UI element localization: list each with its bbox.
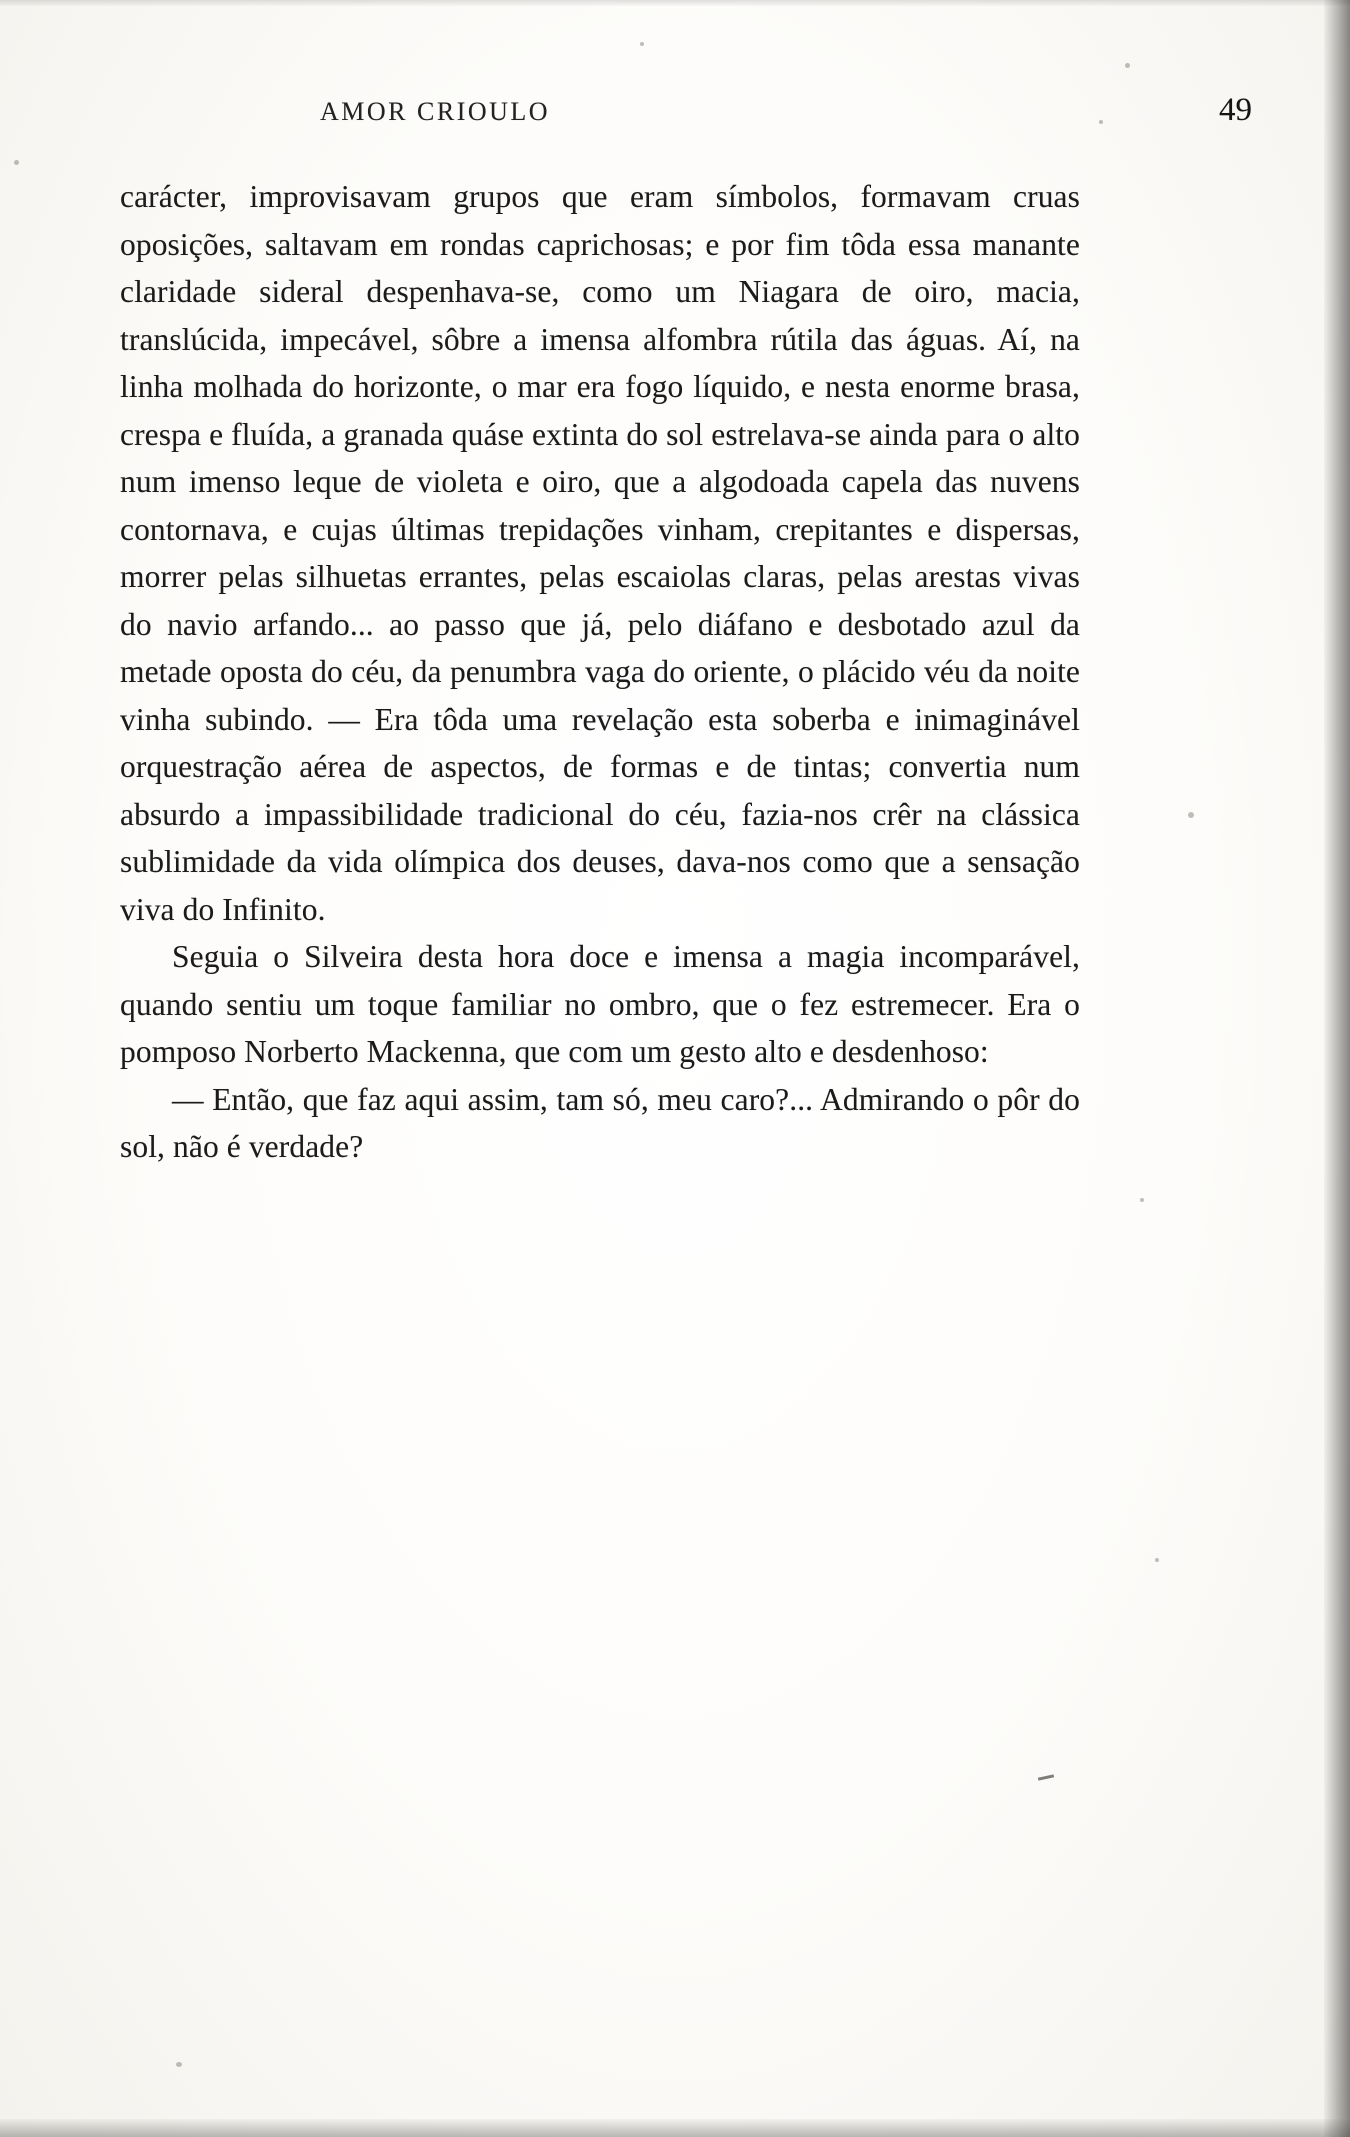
scan-speck xyxy=(1140,1198,1144,1202)
scan-speck xyxy=(1125,63,1130,68)
page-text-column xyxy=(120,92,1252,1171)
scan-speck xyxy=(640,42,644,46)
scan-edge-top xyxy=(0,0,1350,6)
paragraph-dialogue: — Então, que faz aqui assim, tam só, meu caro?... Admirando o pôr do sol, não é verdade? xyxy=(120,1081,1080,1164)
page-number: 49 xyxy=(1219,92,1252,128)
scan-edge-right xyxy=(1324,0,1350,2137)
scan-edge-bottom xyxy=(0,2119,1350,2137)
running-head xyxy=(120,92,1280,129)
scan-speck xyxy=(14,160,19,165)
scan-speck xyxy=(1155,1558,1159,1562)
running-head-title: AMOR CRIOULO xyxy=(320,97,551,126)
body-text xyxy=(120,173,1080,1171)
scan-speck xyxy=(1188,812,1194,818)
scan-speck xyxy=(176,2062,182,2067)
paragraph: carácter, improvisavam grupos que eram símbolos, formavam cruas oposições, saltavam em rondas caprichosas; e por fim tôda essa manante claridade sideral despenhava-se, como um Niagara de oiro, macia, translúcida, impecável, sôbre a imensa alfombra rútila das águas. Aí, na linha molhada do horizonte, o mar era fogo líquido, e nesta enorme brasa, crespa e fluída, a granada quáse extinta do sol estrelava-se ainda para o alto num imenso leque de violeta e oiro, que a algodoada capela das nuvens contornava, e cujas últimas trepidações vinham, crepitantes e dispersas, morrer pelas silhuetas errantes, pelas escaiolas claras, pelas arestas vivas do navio arfando... ao passo que já, pelo diáfano e desbotado azul da metade oposta do céu, da penumbra vaga do oriente, o plácido véu da noite vinha subindo. — Era tôda uma revelação esta soberba e inimaginável orquestração aérea de aspectos, de formas e de tintas; convertia num absurdo a impassibilidade tradicional do céu, fazia-nos crêr na clássica sublimidade da vida olímpica dos deuses, dava-nos como que a sensação viva do Infinito. xyxy=(120,179,1080,927)
paragraph: Seguia o Silveira desta hora doce e imensa a magia incomparável, quando sentiu um toque familiar no ombro, que o fez estremecer. Era o pomposo Norberto Mackenna, que com um gesto alto e desdenhoso: xyxy=(120,939,1080,1069)
